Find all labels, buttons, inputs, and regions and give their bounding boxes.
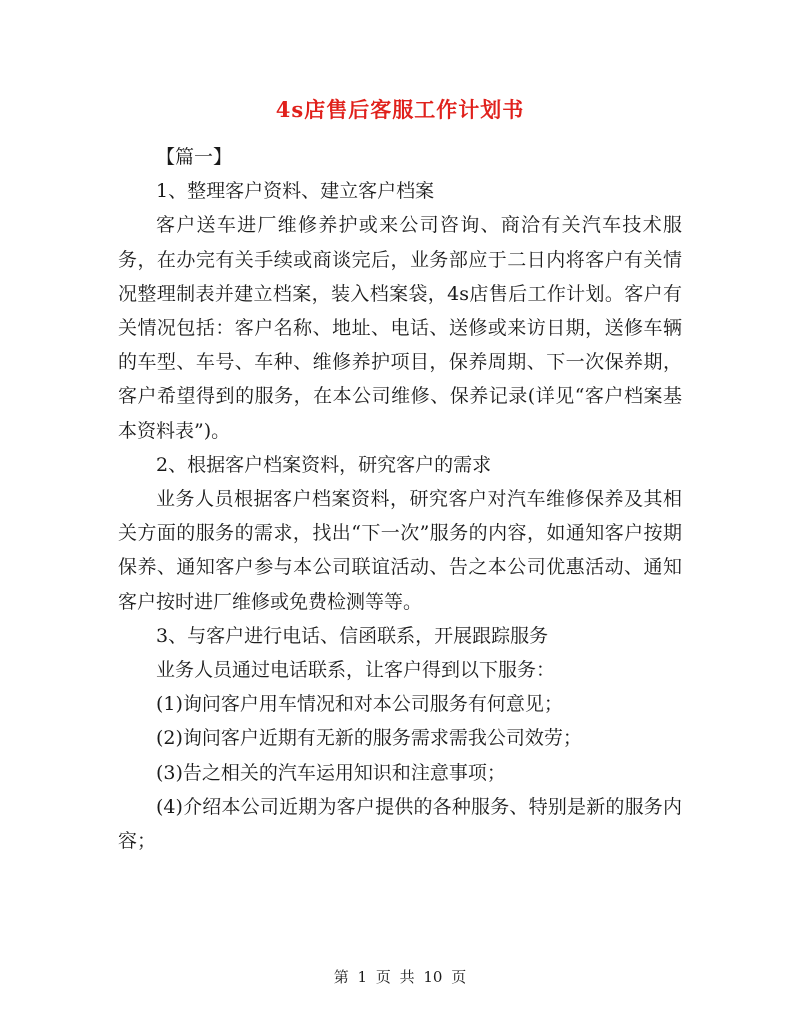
document-title: 4s店售后客服工作计划书: [275, 97, 525, 122]
paragraph-1: 客户送车进厂维修养护或来公司咨询、商洽有关汽车技术服务，在办完有关手续或商谈完后，业务部应于二日内将客户有关情况整理制表并建立档案，装入档案袋，4s店售后工作计划。客户有关情况包括：客户名称、地址、电话、送修或来访日期，送修车辆的车型、车号、车种、维修养护项目，保养周期、下一次保养期，客户希望得到的服务，在本公司维修、保养记录(详见“客户档案基本资料表”)。: [118, 214, 682, 442]
paragraph-2: 业务人员根据客户档案资料，研究客户对汽车维修保养及其相关方面的服务的需求，找出“下一次”服务的内容，如通知客户按期保养、通知客户参与本公司联谊活动、告之本公司优惠活动、通知客户按时进厂维修或免费检测等等。: [118, 488, 682, 613]
list-item-2: (2)询问客户近期有无新的服务需求需我公司效劳；: [156, 727, 582, 750]
list-item-1: (1)询问客户用车情况和对本公司服务有何意见；: [156, 693, 563, 716]
document-body: [118, 140, 682, 858]
list-item-3: (3)告之相关的汽车运用知识和注意事项；: [156, 761, 506, 784]
item-heading-3: 3、与客户进行电话、信函联系，开展跟踪服务: [156, 624, 549, 647]
list-item-4: (4)介绍本公司近期为客户提供的各种服务、特别是新的服务内容；: [118, 795, 682, 853]
item-heading-1: 1、整理客户资料、建立客户档案: [156, 180, 435, 203]
page-footer: 第 1 页 共 10 页: [333, 968, 467, 986]
item-heading-2: 2、根据客户档案资料，研究客户的需求: [156, 453, 492, 476]
section-heading: 【篇一】: [156, 146, 233, 168]
paragraph-3: 业务人员通过电话联系，让客户得到以下服务：: [156, 659, 556, 682]
